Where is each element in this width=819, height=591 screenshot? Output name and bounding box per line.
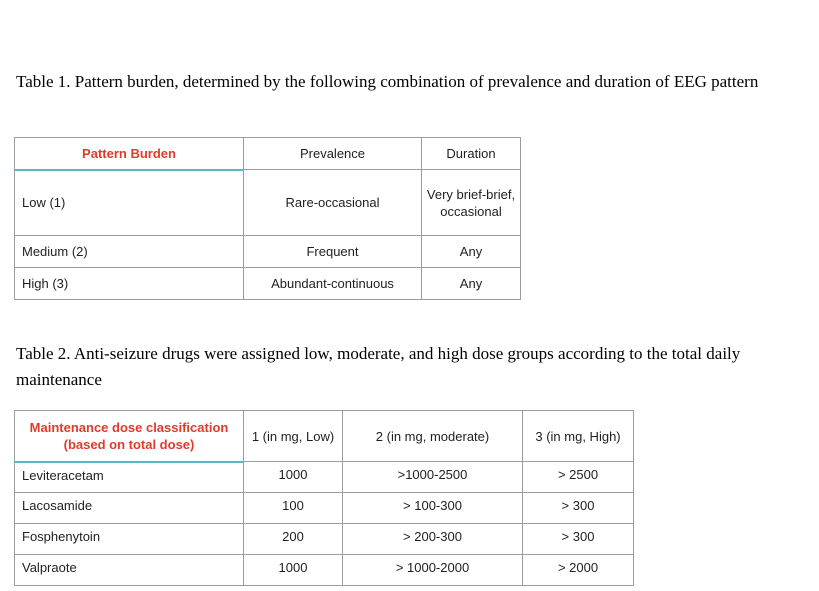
table1-header-pattern-burden: Pattern Burden xyxy=(15,138,244,170)
table-row xyxy=(15,462,634,493)
table2-caption: Table 2. Anti-seizure drugs were assigned low, moderate, and high dose groups according to the total daily maintenance xyxy=(16,344,741,389)
table2-cell-drug-name: Fosphenytoin xyxy=(15,524,244,555)
table2-cell-drug-name: Valpraote xyxy=(15,555,244,586)
table1-cell-medium-label: Medium (2) xyxy=(15,236,244,268)
table1-header-row xyxy=(15,138,521,170)
table-row xyxy=(15,493,634,524)
table2-cell-high-dose: > 2500 xyxy=(523,462,634,493)
table-row xyxy=(15,268,521,300)
table2-cell-low-dose: 1000 xyxy=(244,555,343,586)
table1-header-duration: Duration xyxy=(422,138,521,170)
table2 xyxy=(14,410,634,586)
table1-cell-medium-duration: Any xyxy=(422,236,521,268)
table2-cell-low-dose: 100 xyxy=(244,493,343,524)
table-row xyxy=(15,555,634,586)
table1-cell-high-duration: Any xyxy=(422,268,521,300)
table1-cell-high-prevalence: Abundant-continuous xyxy=(244,268,422,300)
table1-cell-medium-prevalence: Frequent xyxy=(244,236,422,268)
table1-cell-low-label: Low (1) xyxy=(15,170,244,236)
table-row xyxy=(15,236,521,268)
table2-header-maintenance-dose: Maintenance dose classification (based on total dose) xyxy=(15,411,244,462)
table1-caption: Table 1. Pattern burden, determined by the following combination of prevalence and duration of EEG pattern xyxy=(16,72,759,91)
table2-cell-moderate-dose: > 100-300 xyxy=(343,493,523,524)
table2-cell-moderate-dose: > 1000-2000 xyxy=(343,555,523,586)
table1-cell-high-label: High (3) xyxy=(15,268,244,300)
table2-cell-high-dose: > 300 xyxy=(523,493,634,524)
table1 xyxy=(14,137,521,300)
table2-cell-moderate-dose: >1000-2500 xyxy=(343,462,523,493)
table2-cell-low-dose: 1000 xyxy=(244,462,343,493)
table2-header-moderate: 2 (in mg, moderate) xyxy=(343,411,523,462)
table2-header-high: 3 (in mg, High) xyxy=(523,411,634,462)
table2-cell-high-dose: > 2000 xyxy=(523,555,634,586)
table1-cell-low-prevalence: Rare-occasional xyxy=(244,170,422,236)
table1-cell-low-duration: Very brief-brief, occasional xyxy=(422,170,521,236)
table2-cell-high-dose: > 300 xyxy=(523,524,634,555)
table-row xyxy=(15,170,521,236)
table2-cell-drug-name: Leviteracetam xyxy=(15,462,244,493)
table-row xyxy=(15,524,634,555)
table2-cell-drug-name: Lacosamide xyxy=(15,493,244,524)
table2-header-row xyxy=(15,411,634,462)
table1-header-prevalence: Prevalence xyxy=(244,138,422,170)
table2-header-low: 1 (in mg, Low) xyxy=(244,411,343,462)
table2-cell-low-dose: 200 xyxy=(244,524,343,555)
table2-cell-moderate-dose: > 200-300 xyxy=(343,524,523,555)
